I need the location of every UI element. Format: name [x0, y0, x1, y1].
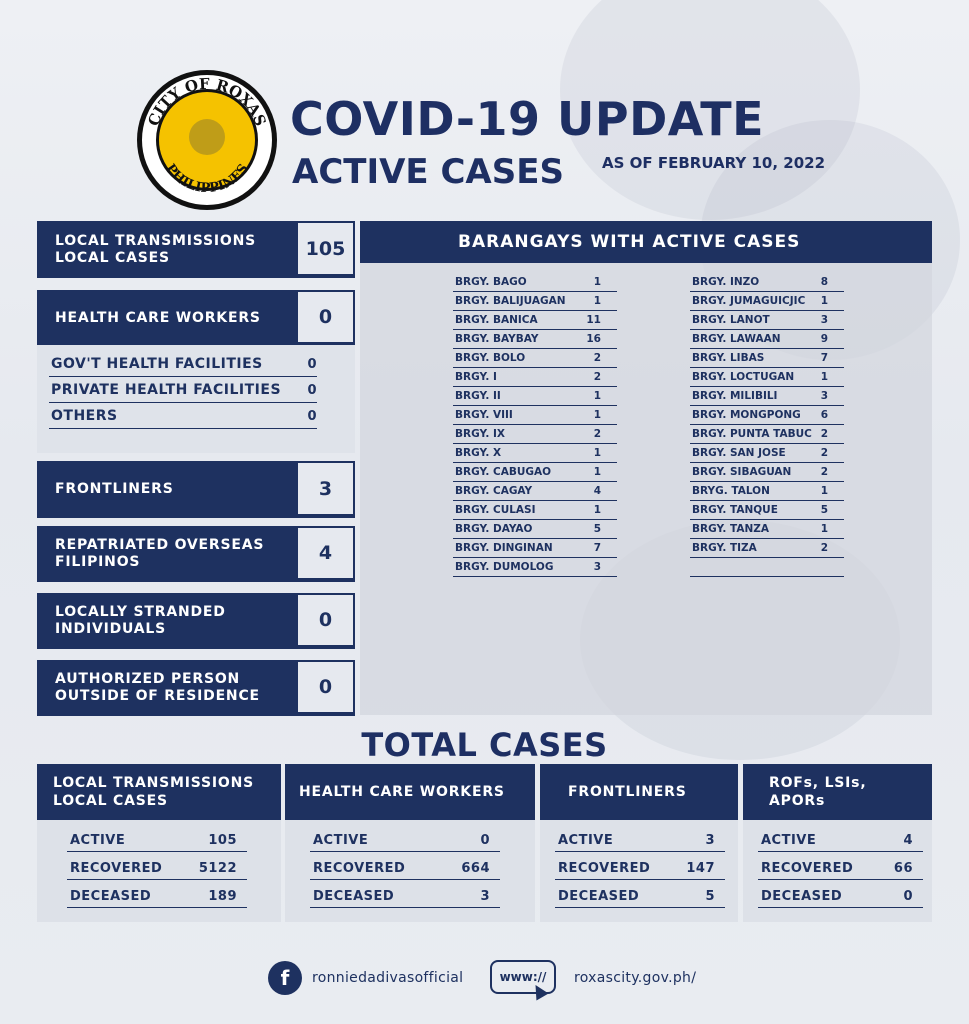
barangay-row: [690, 273, 844, 292]
card-value: 0: [298, 595, 353, 645]
barangay-name: BRGY. INZO: [692, 276, 760, 288]
barangay-count: 7: [593, 542, 601, 554]
barangay-row: [690, 311, 844, 330]
total-row-active: [555, 830, 725, 852]
barangay-name: BRGY. LOCTUGAN: [692, 371, 795, 383]
total-row-label: ACTIVE: [558, 833, 614, 848]
facility-label: GOV'T HEALTH FACILITIES: [51, 356, 263, 372]
barangay-row: [453, 292, 617, 311]
total-row-label: DECEASED: [70, 889, 152, 904]
website-link[interactable]: roxascity.gov.ph/: [574, 970, 697, 986]
barangay-row: [453, 463, 617, 482]
barangay-name: BRGY. CABUGAO: [455, 466, 552, 478]
barangay-row: [690, 520, 844, 539]
list-item: [49, 379, 317, 403]
total-cases-column: [37, 764, 281, 922]
total-row-label: DECEASED: [313, 889, 395, 904]
barangay-count: 2: [593, 352, 601, 364]
card-value: 4: [298, 528, 353, 578]
total-cases-column: [285, 764, 535, 922]
barangay-row: [453, 349, 617, 368]
barangay-count: 2: [820, 466, 828, 478]
card-label: FRONTLINERS: [55, 481, 174, 497]
total-row-deceased: [758, 886, 923, 908]
barangay-name: BRGY. JUMAGUICJIC: [692, 295, 806, 307]
barangay-name: BRGY. IX: [455, 428, 505, 440]
total-row-value: 105: [208, 833, 237, 848]
total-row-label: RECOVERED: [558, 861, 651, 876]
barangay-row: [690, 501, 844, 520]
barangay-name: BRGY. TANQUE: [692, 504, 778, 516]
total-column-heading: FRONTLINERS: [540, 764, 738, 820]
barangay-name: BRGY. BALIJUAGAN: [455, 295, 566, 307]
barangay-name: BRGY. SAN JOSE: [692, 447, 786, 459]
barangay-count: 1: [820, 523, 828, 535]
svg-text:PHILIPPINES: PHILIPPINES: [162, 161, 252, 197]
total-row-deceased: [67, 886, 247, 908]
total-row-value: 664: [461, 861, 490, 876]
barangay-count: 7: [820, 352, 828, 364]
as-of-date: AS OF FEBRUARY 10, 2022: [602, 154, 826, 172]
barangay-count: 2: [593, 371, 601, 383]
barangay-name: BRGY. CAGAY: [455, 485, 533, 497]
barangay-row: [690, 482, 844, 501]
card-label: HEALTH CARE WORKERS: [55, 309, 261, 326]
barangay-row: [453, 330, 617, 349]
barangay-count: 1: [593, 466, 601, 478]
barangay-name: BRGY. TANZA: [692, 523, 769, 535]
card-value: 3: [298, 463, 353, 514]
list-item: [49, 353, 317, 377]
barangay-count: 1: [593, 295, 601, 307]
total-row-active: [310, 830, 500, 852]
barangay-row: [690, 330, 844, 349]
facility-label: OTHERS: [51, 408, 118, 424]
barangay-row: [690, 349, 844, 368]
card-value: 0: [298, 292, 353, 342]
barangay-name: BRGY. SIBAGUAN: [692, 466, 792, 478]
barangay-count: 1: [593, 504, 601, 516]
total-row-value: 4: [903, 833, 913, 848]
total-row-label: DECEASED: [558, 889, 640, 904]
total-row-active: [67, 830, 247, 852]
barangay-row: [453, 558, 617, 577]
barangay-row: [453, 482, 617, 501]
city-seal-logo: [137, 70, 277, 210]
card-label: LOCAL TRANSMISSIONS LOCAL CASES: [55, 232, 256, 266]
total-row-active: [758, 830, 923, 852]
barangay-count: 2: [820, 542, 828, 554]
barangay-count: 1: [820, 295, 828, 307]
total-row-label: ACTIVE: [761, 833, 817, 848]
total-row-value: 5: [705, 889, 715, 904]
total-row-value: 0: [480, 833, 490, 848]
barangay-name: BRGY. MILIBILI: [692, 390, 778, 402]
barangay-count: 16: [586, 333, 601, 345]
barangay-name: BRGY. DINGINAN: [455, 542, 553, 554]
total-column-heading: HEALTH CARE WORKERS: [285, 764, 535, 820]
barangay-count: 1: [820, 371, 828, 383]
www-icon: www://: [490, 960, 556, 994]
facebook-handle[interactable]: ronniedadivasofficial: [312, 970, 464, 986]
health-facilities-breakdown: [37, 345, 355, 453]
barangay-row: [453, 368, 617, 387]
barangay-row: [690, 463, 844, 482]
barangay-row: [690, 387, 844, 406]
barangay-row: [453, 387, 617, 406]
total-row-deceased: [555, 886, 725, 908]
total-row-recovered: [758, 858, 923, 880]
barangay-row: [453, 444, 617, 463]
total-row-label: DECEASED: [761, 889, 843, 904]
facility-label: PRIVATE HEALTH FACILITIES: [51, 382, 282, 398]
total-row-value: 66: [893, 861, 913, 876]
health-care-workers-card: [37, 290, 355, 346]
barangay-name: BRGY. BAGO: [455, 276, 527, 288]
local-transmissions-card: [37, 221, 355, 278]
total-row-value: 3: [705, 833, 715, 848]
total-cases-column: [743, 764, 932, 922]
barangay-name: BRGY. CULASI: [455, 504, 536, 516]
barangay-row: [690, 406, 844, 425]
barangay-count: 8: [820, 276, 828, 288]
total-column-heading: LOCAL TRANSMISSIONS LOCAL CASES: [37, 764, 281, 820]
total-row-label: RECOVERED: [313, 861, 406, 876]
barangay-name: BRGY. TIZA: [692, 542, 757, 554]
total-row-value: 147: [686, 861, 715, 876]
barangay-row: [453, 539, 617, 558]
total-row-recovered: [67, 858, 247, 880]
barangay-name: BRGY. LAWAAN: [692, 333, 781, 345]
frontliners-card: [37, 461, 355, 518]
barangay-count: 5: [820, 504, 828, 516]
barangay-name: BRGY. II: [455, 390, 501, 402]
barangay-count: 3: [820, 314, 828, 326]
barangay-count: 2: [593, 428, 601, 440]
total-row-value: 189: [208, 889, 237, 904]
barangay-name: BRYG. TALON: [692, 485, 770, 497]
barangay-count: 1: [593, 447, 601, 459]
card-label: AUTHORIZED PERSON OUTSIDE OF RESIDENCE: [55, 671, 260, 704]
barangay-count: 3: [820, 390, 828, 402]
barangay-row: [453, 501, 617, 520]
barangay-row: [690, 539, 844, 558]
locally-stranded-card: [37, 593, 355, 649]
facility-value: 0: [307, 409, 317, 424]
barangay-count: 4: [593, 485, 601, 497]
total-cases-title: TOTAL CASES: [361, 726, 608, 764]
barangay-name: BRGY. LIBAS: [692, 352, 765, 364]
total-row-recovered: [310, 858, 500, 880]
barangay-row: [453, 425, 617, 444]
barangay-row: [690, 292, 844, 311]
total-row-value: 3: [480, 889, 490, 904]
barangay-name: BRGY. DAYAO: [455, 523, 533, 535]
barangay-name: BRGY. PUNTA TABUC: [692, 428, 812, 440]
barangay-count: 2: [820, 447, 828, 459]
barangay-name: BRGY. BAYBAY: [455, 333, 539, 345]
facility-value: 0: [307, 383, 317, 398]
barangay-name: BRGY. LANOT: [692, 314, 770, 326]
total-row-deceased: [310, 886, 500, 908]
barangay-row: [690, 558, 844, 577]
barangay-count: 1: [820, 485, 828, 497]
barangay-count: 5: [593, 523, 601, 535]
barangays-heading: BARANGAYS WITH ACTIVE CASES: [360, 221, 932, 263]
card-label: REPATRIATED OVERSEAS FILIPINOS: [55, 537, 265, 570]
barangay-row: [453, 406, 617, 425]
barangay-name: BRGY. BOLO: [455, 352, 526, 364]
barangay-name: BRGY. BANICA: [455, 314, 538, 326]
page-title: COVID-19 UPDATE: [290, 92, 765, 146]
barangay-row: [690, 425, 844, 444]
total-row-label: RECOVERED: [70, 861, 163, 876]
barangay-count: 1: [593, 276, 601, 288]
barangay-name: BRGY. VIII: [455, 409, 513, 421]
barangay-row: [453, 273, 617, 292]
svg-text:CITY OF ROXAS: CITY OF ROXAS: [144, 75, 270, 129]
barangay-name: BRGY. I: [455, 371, 497, 383]
total-row-value: 5122: [198, 861, 237, 876]
total-row-value: 0: [903, 889, 913, 904]
barangays-panel: [360, 221, 932, 715]
card-label: LOCALLY STRANDED INDIVIDUALS: [55, 604, 226, 637]
facebook-icon[interactable]: f: [268, 961, 302, 995]
barangay-count: 11: [586, 314, 601, 326]
total-row-label: RECOVERED: [761, 861, 854, 876]
total-row-recovered: [555, 858, 725, 880]
total-cases-column: [540, 764, 738, 922]
list-item: [49, 405, 317, 429]
barangay-count: 6: [820, 409, 828, 421]
total-column-heading: ROFs, LSIs, APORs: [743, 764, 932, 820]
barangay-count: 1: [593, 409, 601, 421]
total-row-label: ACTIVE: [70, 833, 126, 848]
barangay-name: BRGY. X: [455, 447, 502, 459]
barangay-row: [453, 520, 617, 539]
barangay-count: 2: [820, 428, 828, 440]
card-value: 0: [298, 662, 353, 712]
barangay-count: 3: [593, 561, 601, 573]
facility-value: 0: [307, 357, 317, 372]
total-row-label: ACTIVE: [313, 833, 369, 848]
seal-lettering: [142, 75, 272, 205]
card-value: 105: [298, 223, 353, 274]
barangay-row: [690, 444, 844, 463]
repatriated-filipinos-card: [37, 526, 355, 582]
barangay-count: 1: [593, 390, 601, 402]
barangay-row: [453, 311, 617, 330]
page-subtitle: ACTIVE CASES: [292, 152, 564, 192]
barangay-count: 9: [820, 333, 828, 345]
barangay-name: BRGY. DUMOLOG: [455, 561, 554, 573]
barangay-name: BRGY. MONGPONG: [692, 409, 801, 421]
barangay-row: [690, 368, 844, 387]
authorized-person-card: [37, 660, 355, 716]
